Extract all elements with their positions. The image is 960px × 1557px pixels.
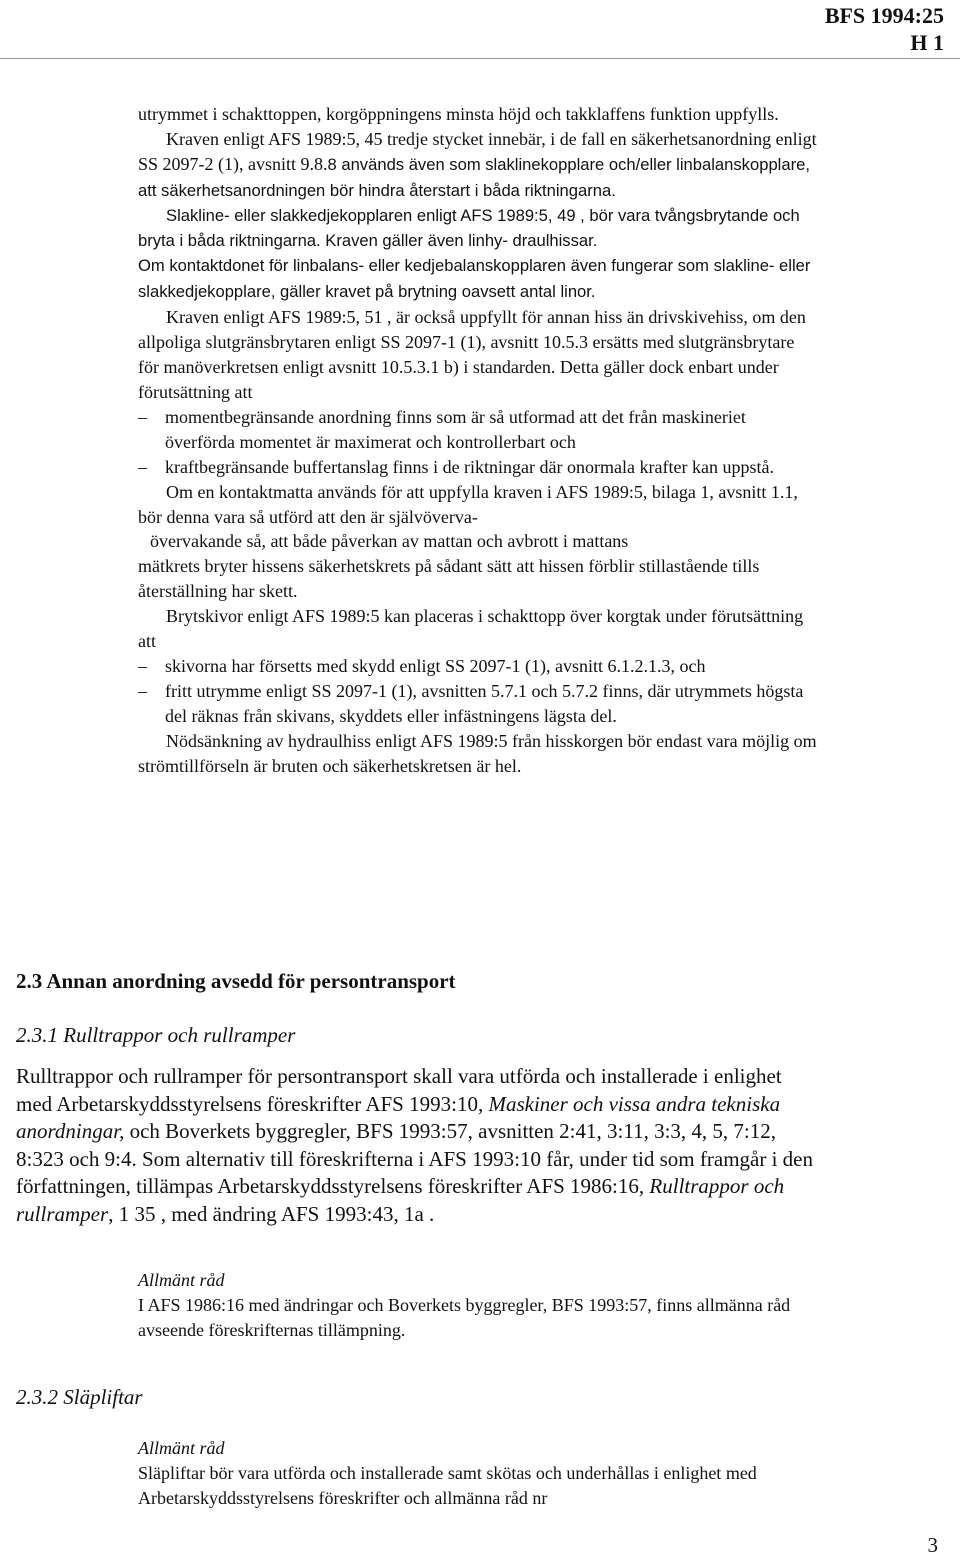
- paragraph-line: övervakande så, att både påverkan av mattan och avbrott i mattans: [150, 531, 629, 552]
- general-advice-text: Släpliftar bör vara utförda och installerade samt skötas och underhållas i enlighet med Arbetarskyddsstyrelsens föreskrifter och allmänna råd nr: [138, 1463, 757, 1508]
- general-advice-label: Allmänt råd: [138, 1438, 225, 1458]
- page-number: 3: [927, 1533, 938, 1557]
- header-rule: [0, 58, 960, 59]
- dash-item: – momentbegränsande anordning finns som är så utformad att det från maskineriet överförda momentet är maximerat och kontrollerbart och: [138, 405, 818, 455]
- paragraph: [138, 127, 818, 204]
- running-header: [825, 2, 944, 56]
- dash-item: – fritt utrymme enligt SS 2097-1 (1), avsnitten 5.7.1 och 5.7.2 finns, där utrymmets högsta del räknas från skivans, skyddets eller infästningens lägsta del.: [138, 679, 818, 729]
- paragraph: Om en kontaktmatta används för att uppfylla kraven i AFS 1989:5, bilaga 1, avsnitt 1.1, bör denna vara så utförd att den är självöverva-: [138, 481, 798, 527]
- paragraph: utrymmet i schakttoppen, korgöppningens minsta höjd och takklaffens funktion uppfylls.: [138, 104, 779, 124]
- paragraph: Kraven enligt AFS 1989:5, 51 , är också uppfyllt för annan hiss än drivskivehiss, om den allpoliga slutgränsbrytaren enligt SS 2097-1 (1), avsnitt 10.5.3 ersätts med slutgränsbrytare för manöverkretsen enligt avsnitt 10.5.3.1 b) i standarden. Detta gäller dock enbart under förutsättning att: [138, 307, 806, 402]
- text-run: , 1 35 , med ändring AFS 1993:43, 1a .: [108, 1201, 435, 1226]
- text-run-sans: 8 används även som slaklinekopplare och/eller linbalanskopplare, att säkerhetsanordningen bör hindra återstart i båda riktningarna.: [138, 154, 810, 200]
- paragraph-sans: Slakline- eller slakkedjekopplaren enligt AFS 1989:5, 49 , bör vara tvångsbrytande och bryta i båda riktningarna. Kraven gäller även linhy- draulhissar.: [138, 205, 800, 250]
- general-advice-box: [138, 1436, 838, 1511]
- dash-item: – kraftbegränsande buffertanslag finns i de riktningar där onormala krafter kan uppstå.: [138, 455, 818, 480]
- general-advice-text: I AFS 1986:16 med ändringar och Boverkets byggregler, BFS 1993:57, finns allmänna råd avseende föreskrifternas tillämpning.: [138, 1295, 791, 1340]
- section-id: H 1: [910, 30, 944, 55]
- dash-item: – skivorna har försetts med skydd enligt SS 2097-1 (1), avsnitt 6.1.2.1.3, och: [138, 654, 818, 679]
- paragraph: mätkrets bryter hissens säkerhetskrets på sådant sätt att hissen förblir stillastående tills återställning har skett.: [138, 556, 760, 602]
- body-block-upper: [138, 102, 818, 778]
- document-id: BFS 1994:25: [824, 3, 944, 28]
- text-run: Rulltrappor och rullramper för persontransport skall vara utförda och installerade i enlighet med Arbetarskyddsstyrelsens föreskrifter AFS 1993:10,: [16, 1064, 782, 1116]
- paragraph: Brytskivor enligt AFS 1989:5 kan placeras i schakttopp över korgtak under förutsättning att: [138, 606, 804, 652]
- text-run-sans: Om kontaktdonet för linbalans- eller kedjebalanskopplaren även fungerar som slakline- eller slakkedjekopplare, gäller kravet på brytning oavsett antal linor.: [138, 256, 811, 302]
- italic-title: Maskiner och vissa andra tekniska anordningar,: [16, 1091, 781, 1143]
- subsection-heading: 2.3.2 Släpliftar: [16, 1385, 143, 1409]
- paragraph: [138, 253, 818, 305]
- section-heading: 2.3 Annan anordning avsedd för persontransport: [16, 969, 456, 993]
- text-run: Kraven enligt AFS 1989:5, 45 tredje stycket innebär, i de fall en säkerhetsanordning enligt SS 2097-2 (1), avsnitt 9.8.: [138, 128, 817, 174]
- text-run: och Boverkets byggregler, BFS 1993:57, avsnitten 2:41, 3:11, 3:3, 4, 5, 7:12, 8:323 och 9:4. Som alternativ till föreskrifterna i AFS 1993:10 får, under tid som framgår i den författningen, tillämpas Arbetarskyddsstyrelsens föreskrifter AFS 1986:16,: [16, 1119, 814, 1198]
- paragraph: [16, 1063, 816, 1228]
- paragraph: Nödsänkning av hydraulhiss enligt AFS 1989:5 från hisskorgen bör endast vara möjlig om strömtillförseln är bruten och säkerhetskretsen är hel.: [138, 730, 817, 776]
- italic-title: Rulltrappor och rullramper: [16, 1174, 785, 1226]
- subsection-heading: 2.3.1 Rulltrappor och rullramper: [16, 1023, 296, 1047]
- general-advice-label: Allmänt råd: [138, 1270, 225, 1290]
- general-advice-box: [138, 1268, 838, 1343]
- body-block-lower: [16, 1063, 816, 1228]
